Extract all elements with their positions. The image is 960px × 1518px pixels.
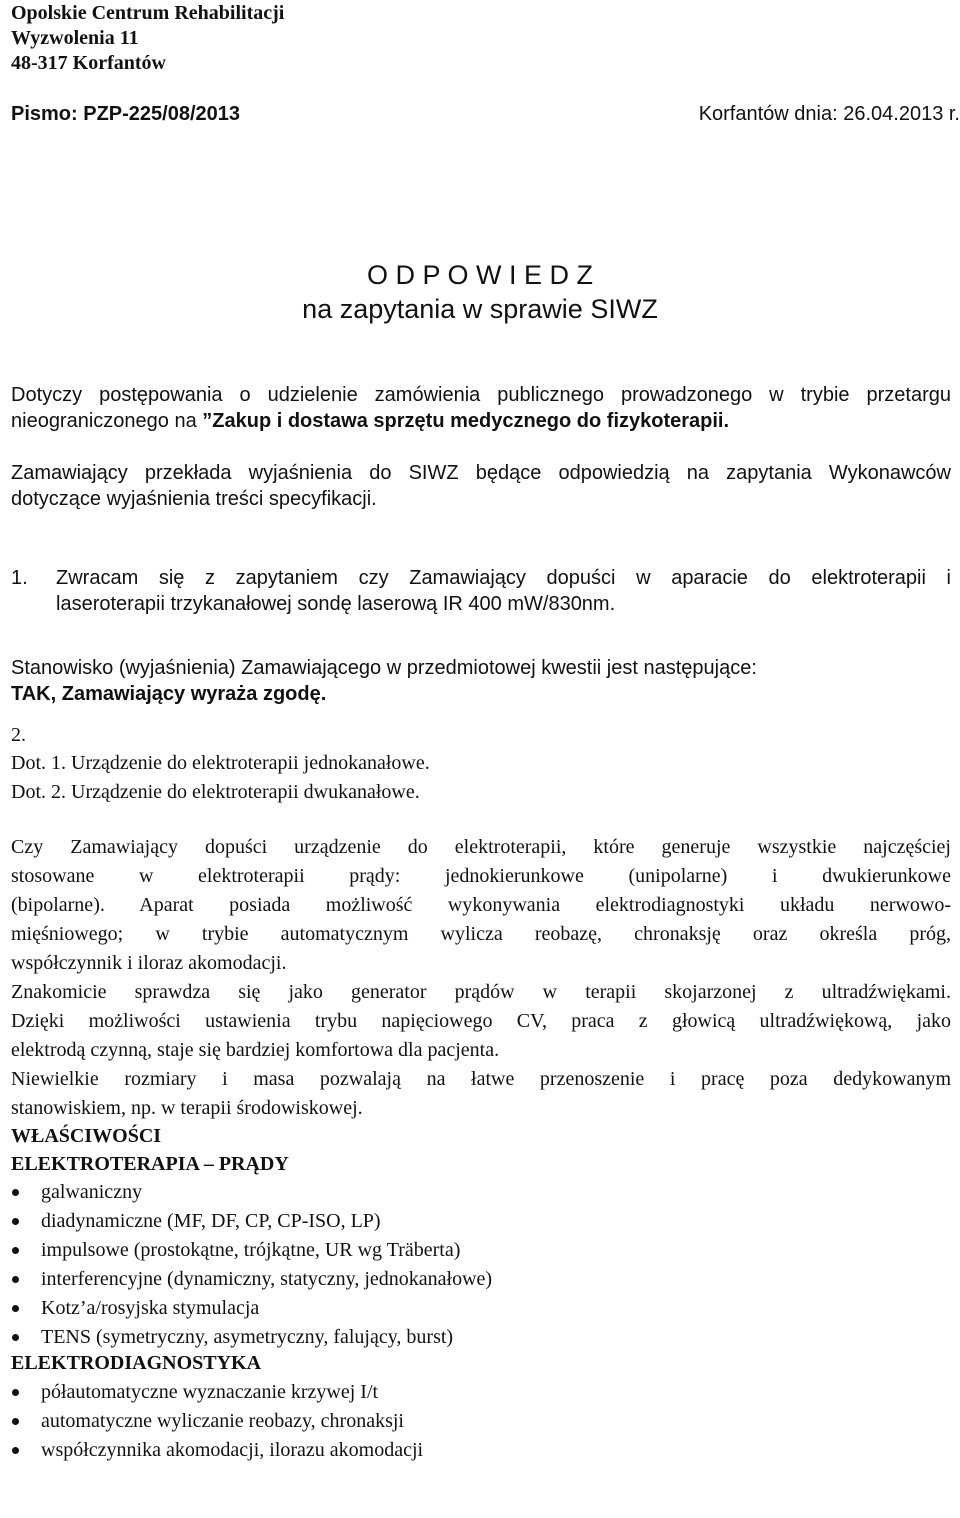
bullet-icon (12, 1447, 19, 1454)
reference-number: Pismo: PZP-225/08/2013 (11, 103, 241, 125)
electrotherapy-list (0, 1178, 492, 1352)
intro-paragraph-2-line-2: dotyczące wyjaśnienia treści specyfikacji. (11, 488, 377, 510)
question-2-text-line: stosowane w elektroterapii prądy: jednokierunkowe (unipolarne) i dwukierunkowe (11, 865, 951, 887)
question-1-number: 1. (11, 567, 28, 589)
question-2-text-line: współczynnik i iloraz akomodacji. (11, 952, 287, 974)
bullet-icon (12, 1389, 19, 1396)
document-title: O D P O W I E D Z (366, 260, 594, 290)
list-item: impulsowe (prostokątne, trójkątne, UR wg Träberta) (0, 1236, 492, 1265)
org-postal-city: 48-317 Korfantów (11, 52, 166, 74)
question-2-text-line: Czy Zamawiający dopuści urządzenie do elektroterapii, które generuje wszystkie najczęściej (11, 836, 951, 858)
heading-properties: WŁAŚCIWOŚCI (11, 1125, 162, 1147)
list-item: galwaniczny (0, 1178, 492, 1207)
list-item: Kotz’a/rosyjska stymulacja (0, 1294, 492, 1323)
intro-line-1: Dotyczy postępowania o udzielenie zamówienia publicznego prowadzonego w trybie przetargu (11, 384, 951, 406)
question-2-text-line: Dzięki możliwości ustawienia trybu napięciowego CV, praca z głowicą ultradźwiękową, jako (11, 1010, 951, 1032)
bullet-icon (12, 1305, 19, 1312)
list-item: TENS (symetryczny, asymetryczny, falujący, burst) (0, 1323, 492, 1352)
list-item: diadynamiczne (MF, DF, CP, CP-ISO, LP) (0, 1207, 492, 1236)
question-1-line-2: laseroterapii trzykanałowej sondę laserową IR 400 mW/830nm. (56, 593, 616, 615)
intro-line-2 (11, 410, 729, 433)
bullet-icon (12, 1247, 19, 1254)
question-1-answer: TAK, Zamawiający wyraża zgodę. (11, 683, 327, 705)
question-2-text-line: elektrodą czynną, staje się bardziej komfortowa dla pacjenta. (11, 1039, 500, 1061)
question-1-stance: Stanowisko (wyjaśnienia) Zamawiającego w przedmiotowej kwestii jest następujące: (11, 657, 757, 679)
question-1-line-1: Zwracam się z zapytaniem czy Zamawiający dopuści w aparacie do elektroterapii i (56, 567, 951, 589)
question-2-text-line: Niewielkie rozmiary i masa pozwalają na łatwe przenoszenie i pracę poza dedykowanym (11, 1068, 951, 1090)
intro-line-2-prefix: nieograniczonego na (11, 410, 203, 432)
question-2-text-line: Znakomicie sprawdza się jako generator prądów w terapii skojarzonej z ultradźwiękami. (11, 981, 951, 1003)
bullet-icon (12, 1189, 19, 1196)
list-item: automatyczne wyliczanie reobazy, chronaksji (0, 1407, 423, 1436)
heading-electrotherapy: ELEKTROTERAPIA – PRĄDY (11, 1153, 289, 1175)
bullet-icon (12, 1334, 19, 1341)
question-2-number: 2. (11, 724, 26, 746)
document-subtitle: na zapytania w sprawie SIWZ (302, 294, 658, 324)
list-item: współczynnika akomodacji, ilorazu akomodacji (0, 1436, 423, 1465)
org-street: Wyzwolenia 11 (11, 27, 139, 49)
place-date: Korfantów dnia: 26.04.2013 r. (698, 103, 960, 125)
heading-electrodiagnostics: ELEKTRODIAGNOSTYKA (11, 1352, 262, 1374)
intro-paragraph-2-line-1: Zamawiający przekłada wyjaśnienia do SIWZ będące odpowiedzią na zapytania Wykonawców (11, 462, 951, 484)
question-2-dot-1: Dot. 1. Urządzenie do elektroterapii jednokanałowe. (11, 752, 430, 774)
bullet-icon (12, 1218, 19, 1225)
question-2-text-line: stanowiskiem, np. w terapii środowiskowej. (11, 1097, 363, 1119)
tender-subject: ”Zakup i dostawa sprzętu medycznego do fizykoterapii. (202, 410, 730, 432)
electrodiagnostics-list (0, 1378, 423, 1465)
org-name: Opolskie Centrum Rehabilitacji (11, 2, 285, 24)
question-2-text-line: mięśniowego; w trybie automatycznym wylicza reobazę, chronaksję oraz określa próg, (11, 923, 951, 945)
bullet-icon (12, 1276, 19, 1283)
question-2-dot-2: Dot. 2. Urządzenie do elektroterapii dwukanałowe. (11, 781, 420, 803)
question-2-text-line: (bipolarne). Aparat posiada możliwość wykonywania elektrodiagnostyki układu nerwowo- (11, 894, 951, 916)
list-item: półautomatyczne wyznaczanie krzywej I/t (0, 1378, 423, 1407)
list-item: interferencyjne (dynamiczny, statyczny, jednokanałowe) (0, 1265, 492, 1294)
bullet-icon (12, 1418, 19, 1425)
